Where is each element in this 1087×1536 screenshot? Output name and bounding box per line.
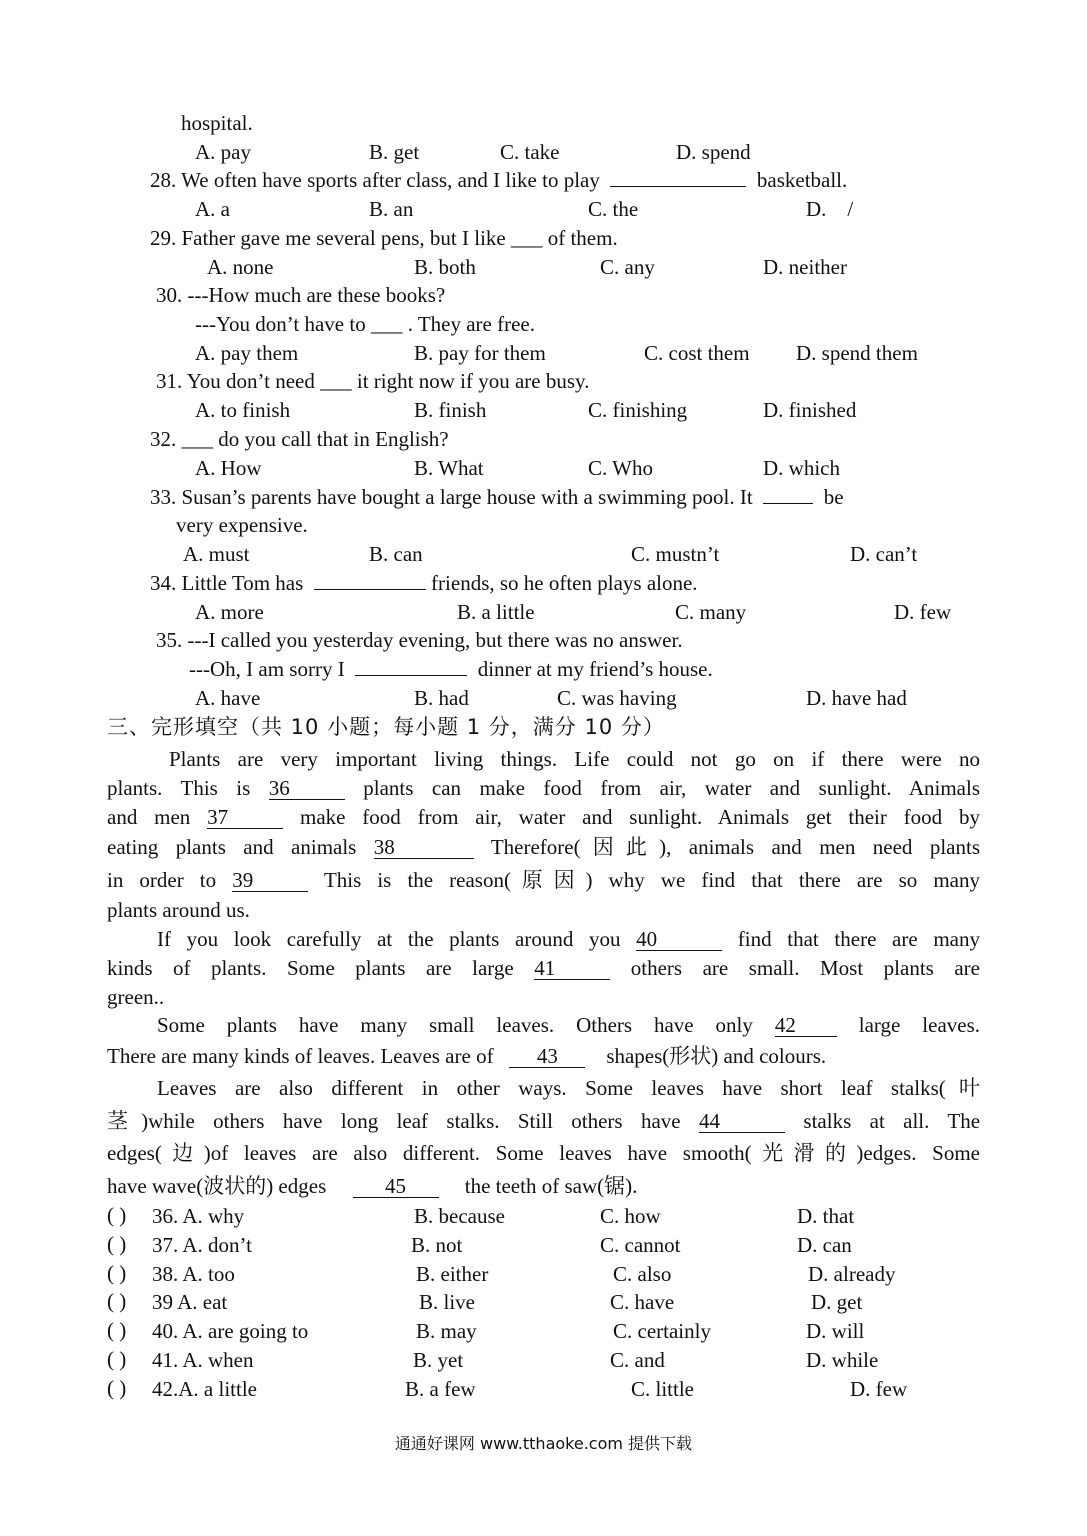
answer-paren: ( ) <box>107 1376 127 1400</box>
answer-blank <box>314 589 426 590</box>
cloze-39-option-c: C. have <box>610 1290 675 1314</box>
cloze-36-option-d: D. that <box>797 1204 855 1228</box>
blank-43: 43 <box>509 1045 585 1068</box>
q30-option-b: B. pay for them <box>414 341 546 365</box>
passage-line: kinds of plants. Some plants are large 41 others are small. Most plants are <box>107 956 980 980</box>
q35-option-b: B. had <box>414 686 469 710</box>
q29-option-a: A. none <box>207 255 274 279</box>
q29-option-d: D. neither <box>763 255 847 279</box>
q34-stem: 34. Little Tom has friends, so he often plays alone. <box>150 571 698 595</box>
cloze-42-option-d: D. few <box>850 1377 908 1401</box>
q30-line1: 30. ---How much are these books? <box>156 283 446 307</box>
passage-line: green.. <box>107 985 165 1009</box>
cloze-40-option-a: 40. A. are going to <box>152 1319 309 1343</box>
q28-option-b: B. an <box>369 197 414 221</box>
blank-36: 36 <box>269 777 345 800</box>
blank-42: 42 <box>775 1014 837 1037</box>
q34-option-c: C. many <box>675 600 747 624</box>
passage-line: There are many kinds of leaves. Leaves are of 43 shapes(形状) and colours. <box>107 1044 827 1068</box>
cloze-42-option-c: C. little <box>631 1377 694 1401</box>
cloze-36-option-b: B. because <box>414 1204 505 1228</box>
q32-stem: 32. ___ do you call that in English? <box>150 427 449 451</box>
cloze-38-option-d: D. already <box>808 1262 896 1286</box>
answer-paren: ( ) <box>107 1203 127 1227</box>
blank-37: 37 <box>207 806 283 829</box>
q33-continuation: very expensive. <box>176 513 308 537</box>
q33-option-d: D. can’t <box>850 542 918 566</box>
q29-stem: 29. Father gave me several pens, but I like ___ of them. <box>150 226 618 250</box>
cloze-39-option-d: D. get <box>811 1290 863 1314</box>
q30-option-a: A. pay them <box>195 341 299 365</box>
q35-line2: ---Oh, I am sorry I dinner at my friend’s house. <box>189 657 713 681</box>
passage-line: If you look carefully at the plants around you 40 find that there are many <box>157 927 980 951</box>
q29-option-b: B. both <box>414 255 476 279</box>
blank-44: 44 <box>699 1110 785 1133</box>
q27-option-b: B. get <box>369 140 420 164</box>
cloze-41-option-c: C. and <box>610 1348 665 1372</box>
q32-option-c: C. Who <box>588 456 653 480</box>
answer-blank <box>355 675 467 676</box>
answer-paren: ( ) <box>107 1289 127 1313</box>
q27-continuation: hospital. <box>181 111 253 135</box>
cloze-42-option-a: 42.A. a little <box>152 1377 257 1401</box>
q35-option-d: D. have had <box>806 686 907 710</box>
passage-line: Leaves are also different in other ways. Some leaves have short leaf stalks(叶 <box>157 1076 980 1100</box>
cloze-38-option-a: 38. A. too <box>152 1262 235 1286</box>
q27-option-d: D. spend <box>676 140 751 164</box>
q31-option-a: A. to finish <box>195 398 291 422</box>
q35-option-a: A. have <box>195 686 261 710</box>
passage-line: eating plants and animals 38 Therefore(因此), animals and men need plants <box>107 835 980 859</box>
answer-paren: ( ) <box>107 1318 127 1342</box>
passage-line: and men 37 make food from air, water and sunlight. Animals get their food by <box>107 805 981 829</box>
q27-option-c: C. take <box>500 140 560 164</box>
cloze-36-option-a: 36. A. why <box>152 1204 245 1228</box>
answer-paren: ( ) <box>107 1347 127 1371</box>
passage-line: plants. This is 36 plants can make food from air, water and sunlight. Animals <box>107 776 980 800</box>
page-footer: 通通好课网 www.tthaoke.com 提供下载 <box>394 1434 693 1453</box>
passage-line: edges(边)of leaves are also different. Some leaves have smooth(光滑的)edges. Some <box>107 1141 980 1165</box>
cloze-37-option-a: 37. A. don’t <box>152 1233 252 1257</box>
q31-stem: 31. You don’t need ___ it right now if you are busy. <box>156 369 590 393</box>
passage-line: 茎)while others have long leaf stalks. Still others have 44 stalks at all. The <box>107 1109 981 1133</box>
answer-paren: ( ) <box>107 1261 127 1285</box>
passage-line: plants around us. <box>107 898 250 922</box>
q31-option-c: C. finishing <box>588 398 688 422</box>
q27-option-a: A. pay <box>195 140 251 164</box>
cloze-41-option-d: D. while <box>806 1348 879 1372</box>
blank-40: 40 <box>636 928 722 951</box>
passage-line: have wave(波状的) edges 45 the teeth of saw(锯). <box>107 1174 638 1198</box>
blank-38: 38 <box>374 836 474 859</box>
cloze-39-option-b: B. live <box>419 1290 475 1314</box>
passage-line: Plants are very important living things. Life could not go on if there were no <box>169 747 980 771</box>
answer-blank <box>763 503 813 504</box>
q35-option-c: C. was having <box>557 686 677 710</box>
blank-39: 39 <box>232 869 308 892</box>
cloze-42-option-b: B. a few <box>405 1377 476 1401</box>
cloze-41-option-a: 41. A. when <box>152 1348 254 1372</box>
cloze-38-option-c: C. also <box>613 1262 672 1286</box>
q30-line2: ---You don’t have to ___ . They are free. <box>195 312 535 336</box>
q30-option-d: D. spend them <box>796 341 918 365</box>
q32-option-d: D. which <box>763 456 840 480</box>
cloze-37-option-b: B. not <box>411 1233 463 1257</box>
q34-option-d: D. few <box>894 600 952 624</box>
q33-option-b: B. can <box>369 542 423 566</box>
q33-stem: 33. Susan’s parents have bought a large house with a swimming pool. It be <box>150 485 844 509</box>
blank-41: 41 <box>534 957 610 980</box>
q33-option-a: A. must <box>183 542 250 566</box>
passage-line: in order to 39 This is the reason(原因) why we find that there are so many <box>107 868 980 892</box>
cloze-37-option-c: C. cannot <box>600 1233 681 1257</box>
q28-option-d: D. / <box>806 197 854 221</box>
cloze-40-option-d: D. will <box>806 1319 865 1343</box>
cloze-41-option-b: B. yet <box>413 1348 464 1372</box>
q32-option-b: B. What <box>414 456 484 480</box>
q28-option-a: A. a <box>195 197 230 221</box>
answer-paren: ( ) <box>107 1232 127 1256</box>
cloze-39-option-a: 39 A. eat <box>152 1290 228 1314</box>
q31-option-d: D. finished <box>763 398 857 422</box>
q32-option-a: A. How <box>195 456 262 480</box>
cloze-38-option-b: B. either <box>416 1262 489 1286</box>
passage-line: Some plants have many small leaves. Others have only 42 large leaves. <box>157 1013 981 1037</box>
q31-option-b: B. finish <box>414 398 487 422</box>
q28-stem: 28. We often have sports after class, and I like to play basketball. <box>150 168 848 192</box>
q30-option-c: C. cost them <box>644 341 750 365</box>
q35-line1: 35. ---I called you yesterday evening, but there was no answer. <box>156 628 683 652</box>
blank-45: 45 <box>353 1175 439 1198</box>
q28-option-c: C. the <box>588 197 639 221</box>
q34-option-b: B. a little <box>457 600 535 624</box>
cloze-40-option-c: C. certainly <box>613 1319 711 1343</box>
q34-option-a: A. more <box>195 600 264 624</box>
cloze-37-option-d: D. can <box>797 1233 852 1257</box>
q33-option-c: C. mustn’t <box>631 542 720 566</box>
q29-option-c: C. any <box>600 255 655 279</box>
cloze-36-option-c: C. how <box>600 1204 661 1228</box>
cloze-40-option-b: B. may <box>416 1319 477 1343</box>
section-heading-cloze: 三、完形填空（共 10 小题；每小题 1 分，满分 10 分） <box>107 715 665 739</box>
answer-blank <box>610 186 746 187</box>
